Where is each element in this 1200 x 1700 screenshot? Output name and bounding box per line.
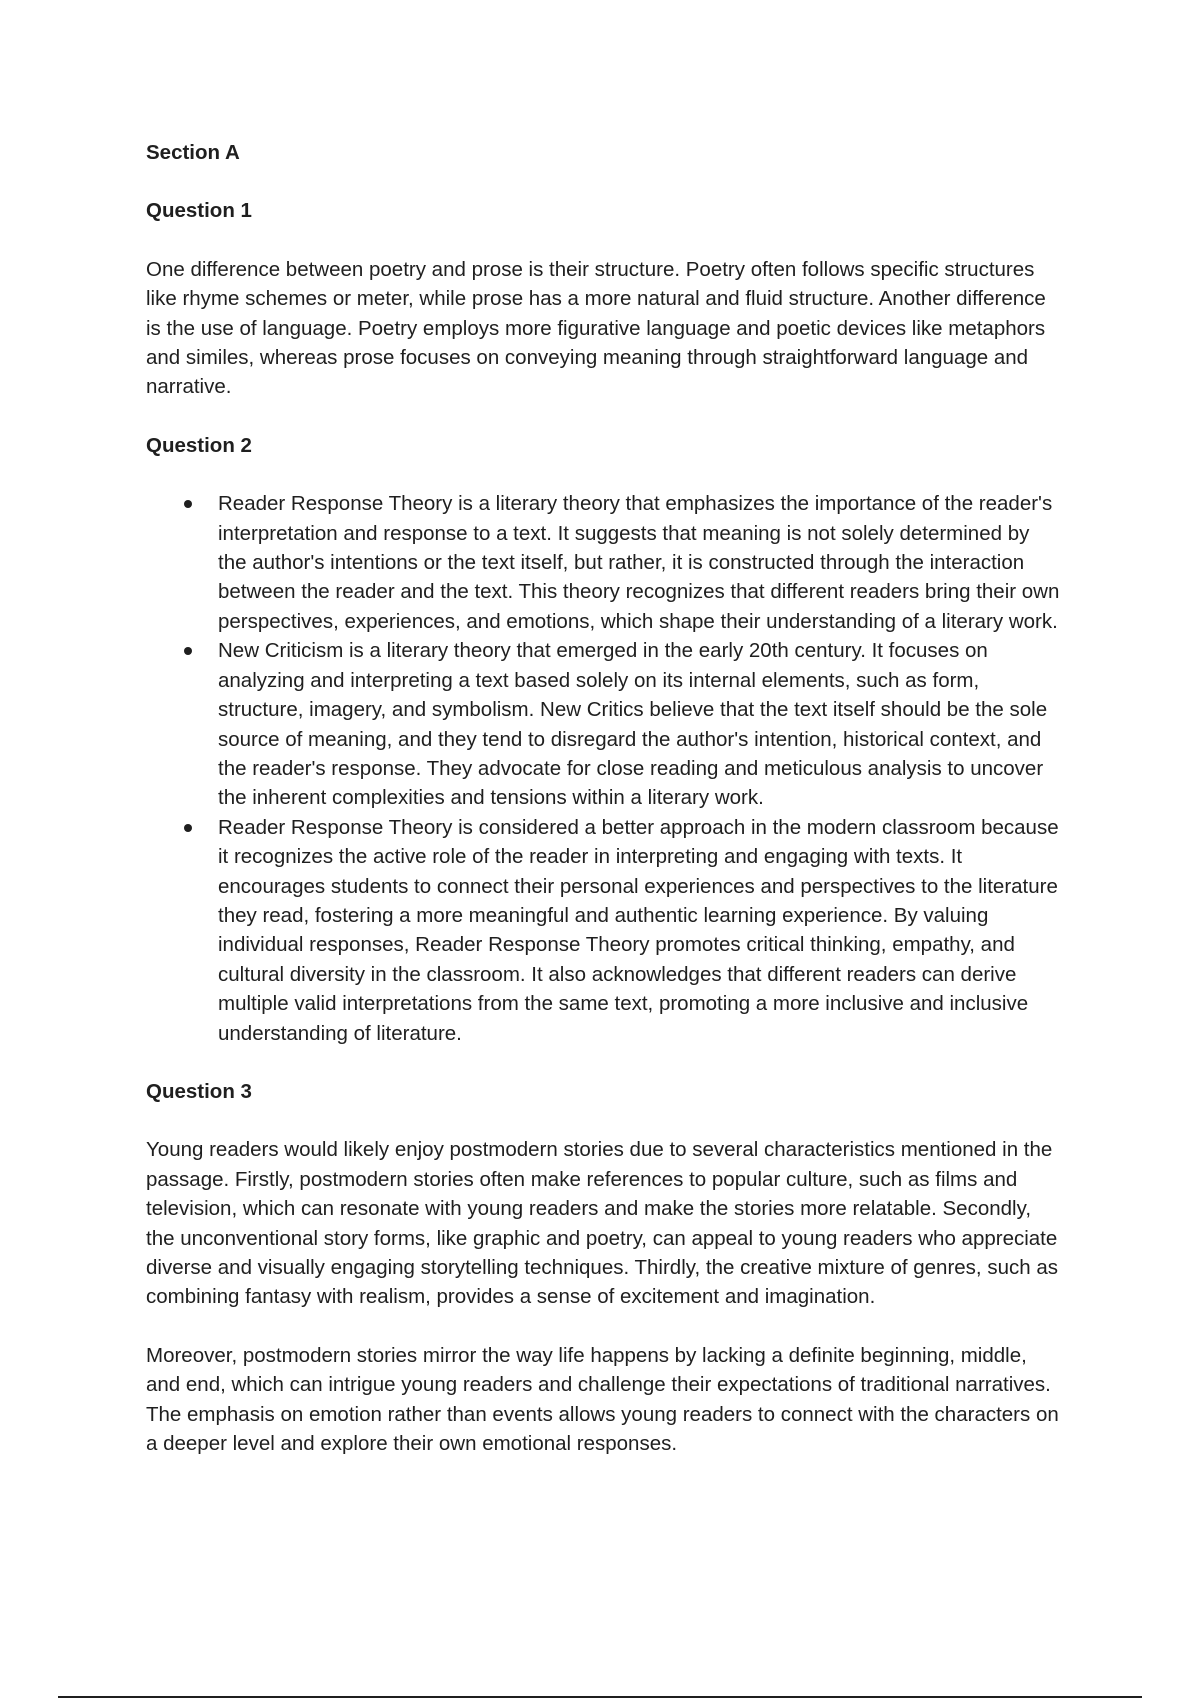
bullet-icon bbox=[184, 647, 192, 655]
section-title: Section A bbox=[146, 141, 240, 164]
question-1-heading: Question 1 bbox=[146, 199, 252, 223]
bullet-item-comparison bbox=[146, 813, 1061, 1048]
page-bottom-rule bbox=[58, 1696, 1142, 1698]
bullet-item-reader-response bbox=[146, 489, 1061, 636]
question-3-paragraph-1: Young readers would likely enjoy postmodern stories due to several characteristics mentioned in the passage. Firstly, postmodern stories often make references to popular culture, such as films and television, which can resonate with young readers and make the stories more relatable. Secondly, the unconventional story forms, like graphic and poetry, can appeal to young readers who appreciate diverse and visually engaging storytelling techniques. Thirdly, the creative mixture of genres, such as combining fantasy with realism, provides a sense of excitement and imagination. bbox=[146, 1138, 1058, 1309]
question-2-heading: Question 2 bbox=[146, 433, 252, 457]
bullet-text: New Criticism is a literary theory that emerged in the early 20th century. It focuses on analyzing and interpreting a text based solely on its internal elements, such as form, structure, imagery, and symbolism. New Critics believe that the text itself should be the sole source of meaning, and they tend to disregard the author's intention, historical context, and the reader's response. They advocate for close reading and meticulous analysis to uncover the inherent complexities and tensions within a literary work. bbox=[218, 639, 1048, 810]
question-3-paragraph-2: Moreover, postmodern stories mirror the way life happens by lacking a definite beginning, middle, and end, which can intrigue young readers and challenge their expectations of traditional narratives. The emphasis on emotion rather than events allows young readers to connect with the characters on a deeper level and explore their own emotional responses. bbox=[146, 1343, 1059, 1456]
bullet-text: Reader Response Theory is a literary theory that emphasizes the importance of the reader's interpretation and response to a text. It suggests that meaning is not solely determined by the author's intentions or the text itself, but rather, it is constructed through the interaction between the reader and the text. This theory recognizes that different readers bring their own perspectives, experiences, and emotions, which shape their understanding of a literary work. bbox=[218, 492, 1060, 633]
bullet-text: Reader Response Theory is considered a better approach in the modern classroom because it recognizes the active role of the reader in interpreting and engaging with texts. It encourages students to connect their personal experiences and perspectives to the literature they read, fostering a more meaningful and authentic learning experience. By valuing individual responses, Reader Response Theory promotes critical thinking, empathy, and cultural diversity in the classroom. It also acknowledges that different readers can derive multiple valid interpretations from the same text, promoting a more inclusive and inclusive understanding of literature. bbox=[218, 815, 1059, 1045]
question-1-answer: One difference between poetry and prose is their structure. Poetry often follows specific structures like rhyme schemes or meter, while prose has a more natural and fluid structure. Another difference is the use of language. Poetry employs more figurative language and poetic devices like metaphors and similes, whereas prose focuses on conveying meaning through straightforward language and narrative. bbox=[146, 257, 1046, 399]
bullet-icon bbox=[184, 500, 192, 508]
bullet-icon bbox=[184, 824, 192, 832]
question-2-bullet-list bbox=[146, 489, 1061, 1048]
question-3-heading: Question 3 bbox=[146, 1079, 252, 1103]
document-page bbox=[146, 138, 1061, 1487]
bullet-item-new-criticism bbox=[146, 636, 1061, 812]
